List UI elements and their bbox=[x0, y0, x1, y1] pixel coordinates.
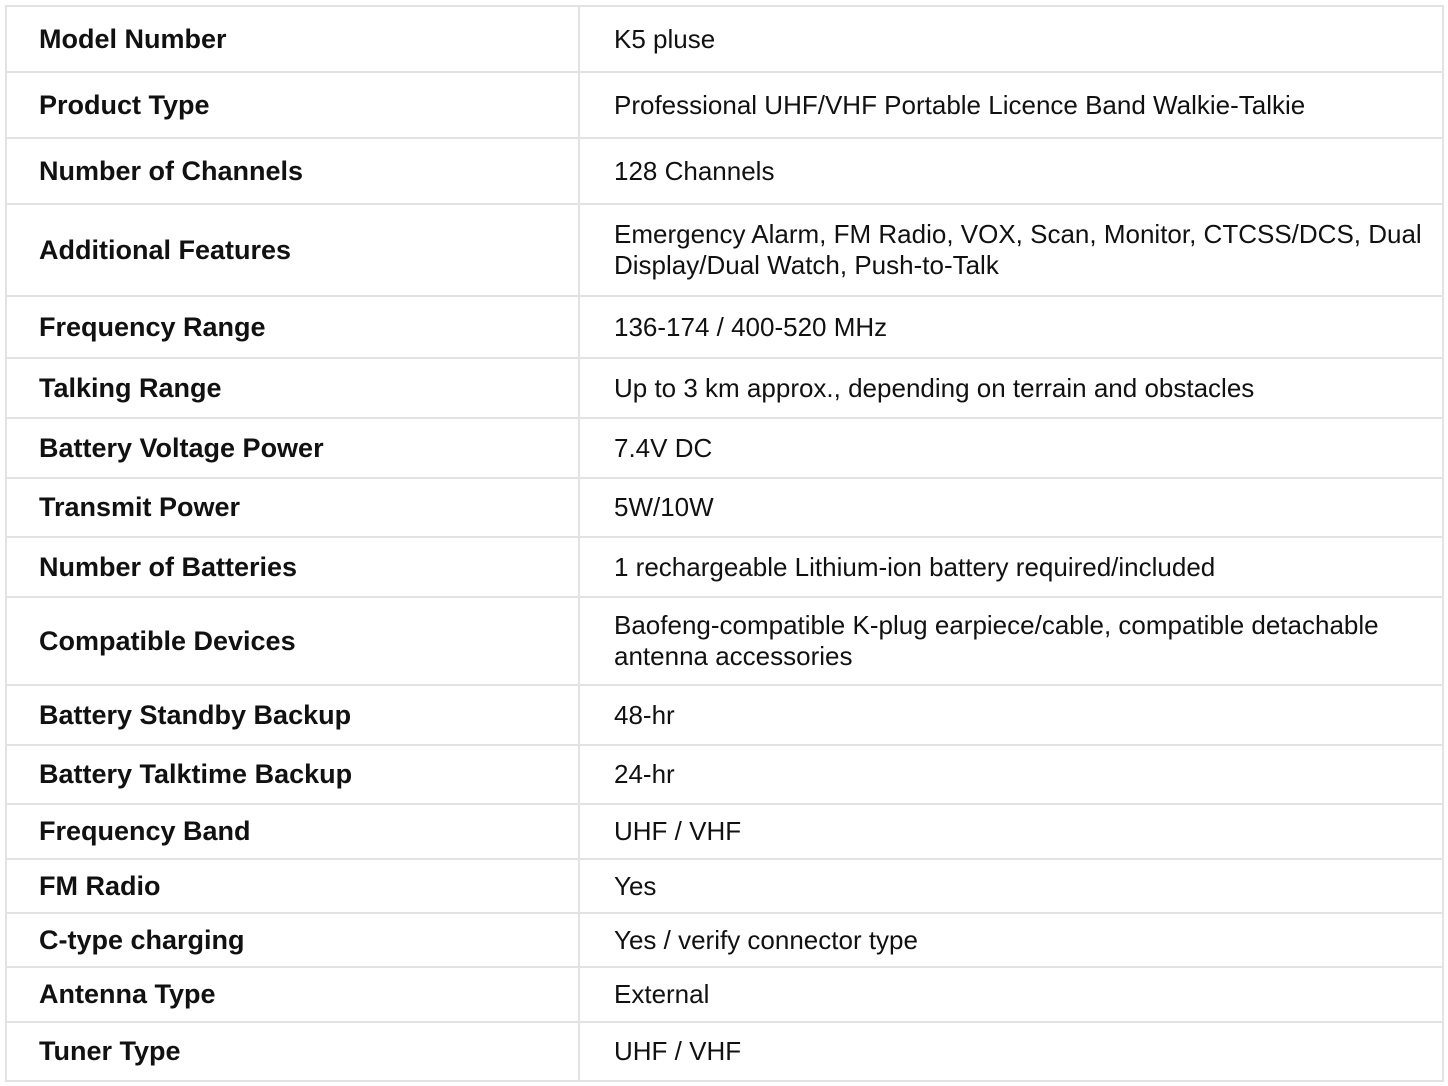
spec-value: External bbox=[579, 967, 1443, 1022]
spec-row-battery-talktime-backup bbox=[6, 745, 1443, 804]
spec-value: Yes bbox=[579, 859, 1443, 913]
spec-value: UHF / VHF bbox=[579, 804, 1443, 859]
spec-value: 128 Channels bbox=[579, 138, 1443, 204]
spec-value: Baofeng-compatible K-plug earpiece/cable, compatible detachable antenna accessories bbox=[579, 597, 1443, 685]
spec-label: Battery Standby Backup bbox=[6, 685, 579, 745]
spec-label: Product Type bbox=[6, 72, 579, 138]
spec-value: 136-174 / 400-520 MHz bbox=[579, 296, 1443, 358]
spec-label: C-type charging bbox=[6, 913, 579, 967]
spec-label: Frequency Range bbox=[6, 296, 579, 358]
spec-value: UHF / VHF bbox=[579, 1022, 1443, 1081]
spec-value: 7.4V DC bbox=[579, 418, 1443, 478]
spec-label: Number of Batteries bbox=[6, 537, 579, 597]
spec-value: Emergency Alarm, FM Radio, VOX, Scan, Monitor, CTCSS/DCS, Dual Display/Dual Watch, Push-to-Talk bbox=[579, 204, 1443, 296]
spec-label: Battery Talktime Backup bbox=[6, 745, 579, 804]
spec-row-frequency-range bbox=[6, 296, 1443, 358]
spec-row-number-of-batteries bbox=[6, 537, 1443, 597]
spec-row-product-type bbox=[6, 72, 1443, 138]
spec-row-frequency-band bbox=[6, 804, 1443, 859]
spec-value: 5W/10W bbox=[579, 478, 1443, 537]
spec-value: 48-hr bbox=[579, 685, 1443, 745]
spec-label: Model Number bbox=[6, 6, 579, 72]
spec-row-fm-radio bbox=[6, 859, 1443, 913]
specifications-table bbox=[5, 5, 1444, 1082]
spec-row-model-number bbox=[6, 6, 1443, 72]
spec-label: Number of Channels bbox=[6, 138, 579, 204]
spec-row-c-type-charging bbox=[6, 913, 1443, 967]
spec-row-transmit-power bbox=[6, 478, 1443, 537]
spec-row-battery-voltage-power bbox=[6, 418, 1443, 478]
spec-label: Battery Voltage Power bbox=[6, 418, 579, 478]
spec-row-additional-features bbox=[6, 204, 1443, 296]
spec-row-antenna-type bbox=[6, 967, 1443, 1022]
specifications-table-body bbox=[6, 6, 1443, 1081]
spec-label: FM Radio bbox=[6, 859, 579, 913]
spec-value: Yes / verify connector type bbox=[579, 913, 1443, 967]
spec-value: Up to 3 km approx., depending on terrain and obstacles bbox=[579, 358, 1443, 418]
spec-label: Compatible Devices bbox=[6, 597, 579, 685]
spec-row-compatible-devices bbox=[6, 597, 1443, 685]
spec-label: Transmit Power bbox=[6, 478, 579, 537]
spec-label: Antenna Type bbox=[6, 967, 579, 1022]
spec-row-talking-range bbox=[6, 358, 1443, 418]
spec-value: 24-hr bbox=[579, 745, 1443, 804]
spec-label: Additional Features bbox=[6, 204, 579, 296]
spec-row-tuner-type bbox=[6, 1022, 1443, 1081]
spec-label: Talking Range bbox=[6, 358, 579, 418]
spec-value: Professional UHF/VHF Portable Licence Band Walkie-Talkie bbox=[579, 72, 1443, 138]
spec-value: K5 pluse bbox=[579, 6, 1443, 72]
spec-row-battery-standby-backup bbox=[6, 685, 1443, 745]
spec-row-number-of-channels bbox=[6, 138, 1443, 204]
spec-label: Frequency Band bbox=[6, 804, 579, 859]
spec-value: 1 rechargeable Lithium-ion battery required/included bbox=[579, 537, 1443, 597]
spec-label: Tuner Type bbox=[6, 1022, 579, 1081]
